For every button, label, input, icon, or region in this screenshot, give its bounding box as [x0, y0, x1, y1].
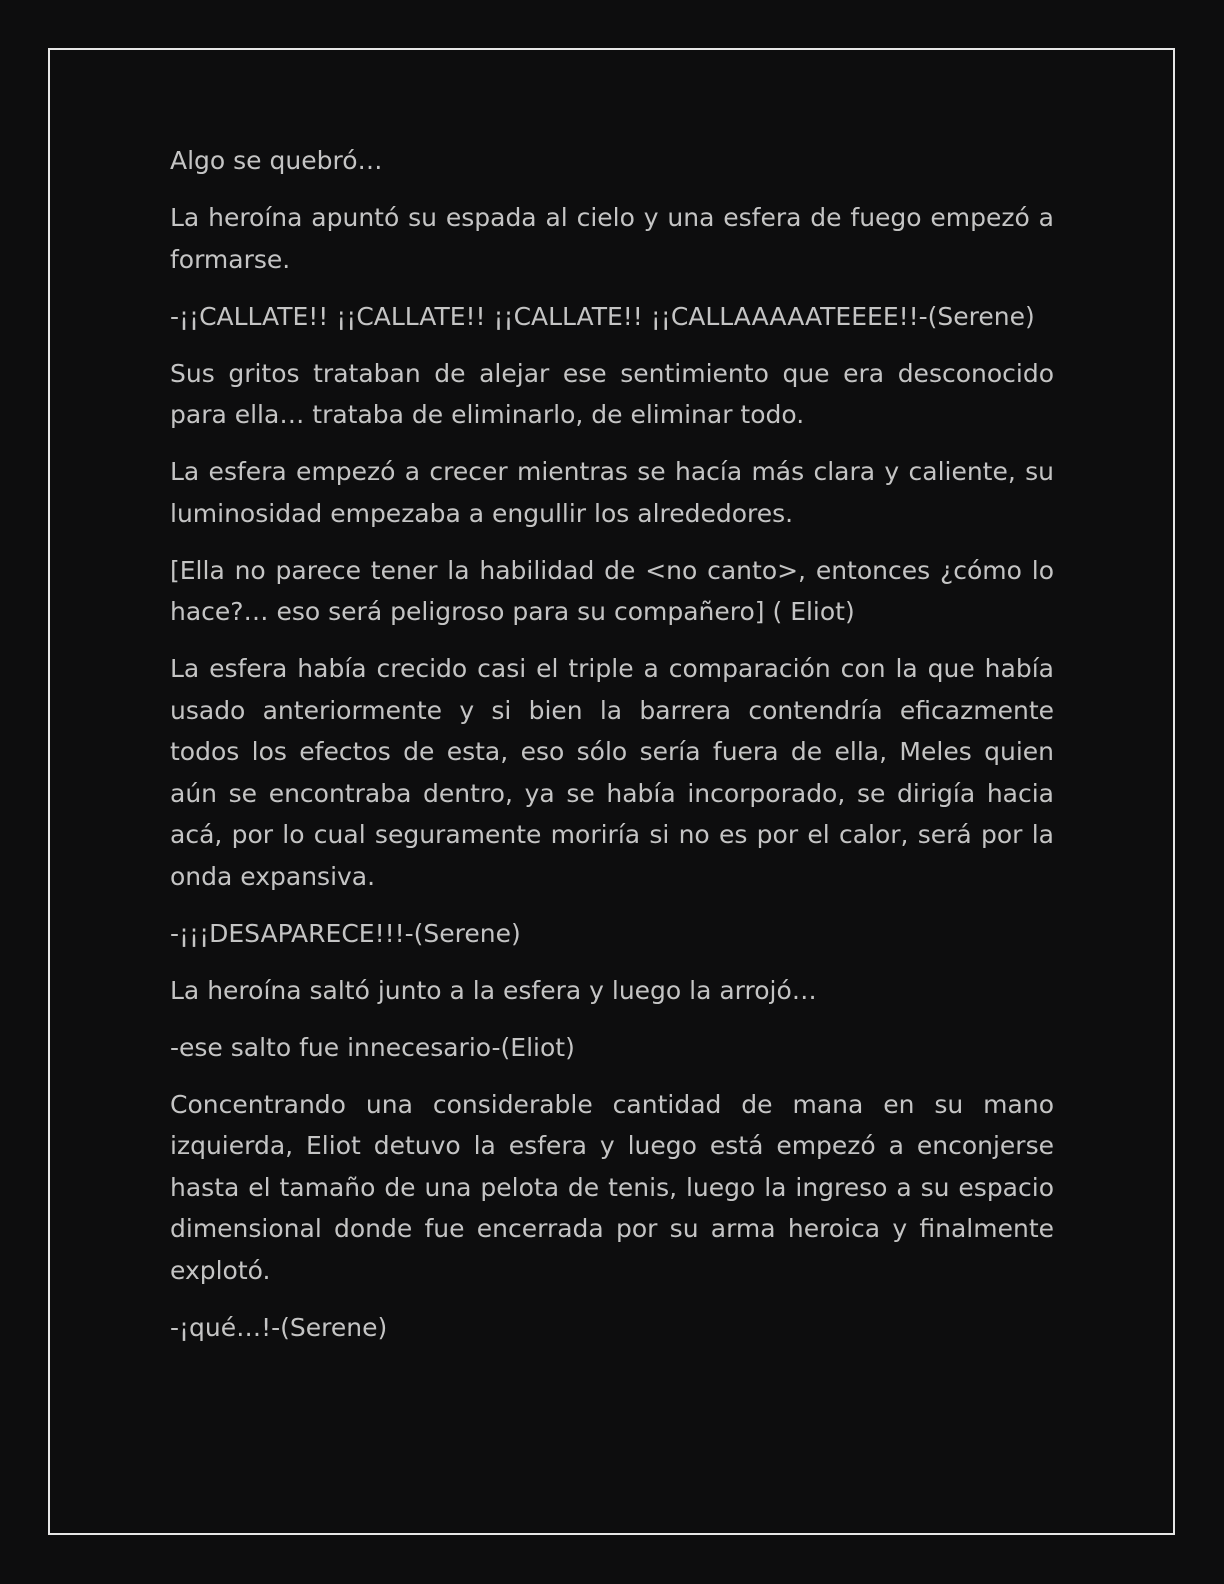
paragraph: Concentrando una considerable cantidad de mana en su mano izquierda, Eliot detuvo la esfera y luego está empezó a enconjerse hasta el tamaño de una pelota de tenis, luego la ingreso a su espacio dimensional donde fue encerrada por su arma heroica y finalmente explotó. — [170, 1089, 1054, 1285]
paragraph: -ese salto fue innecesario-(Eliot) — [170, 1032, 575, 1062]
story-text — [170, 140, 1054, 1364]
paragraph: -¡qué…!-(Serene) — [170, 1312, 388, 1342]
paragraph: -¡¡¡DESAPARECE!!!-(Serene) — [170, 918, 521, 948]
paragraph: La heroína apuntó su espada al cielo y una esfera de fuego empezó a formarse. — [170, 203, 1054, 274]
paragraph: [Ella no parece tener la habilidad de <no canto>, entonces ¿cómo lo hace?… eso será peligroso para su compañero] ( Eliot) — [170, 555, 1054, 626]
paragraph: La heroína saltó junto a la esfera y luego la arrojó… — [170, 975, 817, 1005]
paragraph: La esfera empezó a crecer mientras se hacía más clara y caliente, su luminosidad empezaba a engullir los alrededores. — [170, 457, 1054, 528]
paragraph: La esfera había crecido casi el triple a comparación con la que había usado anteriormente y si bien la barrera contendría eficazmente todos los efectos de esta, eso sólo sería fuera de ella, Meles quien aún se encontraba dentro, ya se había incorporado, se dirigía hacia acá, por lo cual seguramente moriría si no es por el calor, será por la onda expansiva. — [170, 654, 1054, 891]
paragraph: Algo se quebró… — [170, 146, 383, 175]
paragraph: -¡¡CALLATE!! ¡¡CALLATE!! ¡¡CALLATE!! ¡¡CALLAAAAATEEEE!!-(Serene) — [170, 301, 1035, 331]
paragraph: Sus gritos trataban de alejar ese sentimiento que era desconocido para ella… trataba de eliminarlo, de eliminar todo. — [170, 358, 1054, 429]
